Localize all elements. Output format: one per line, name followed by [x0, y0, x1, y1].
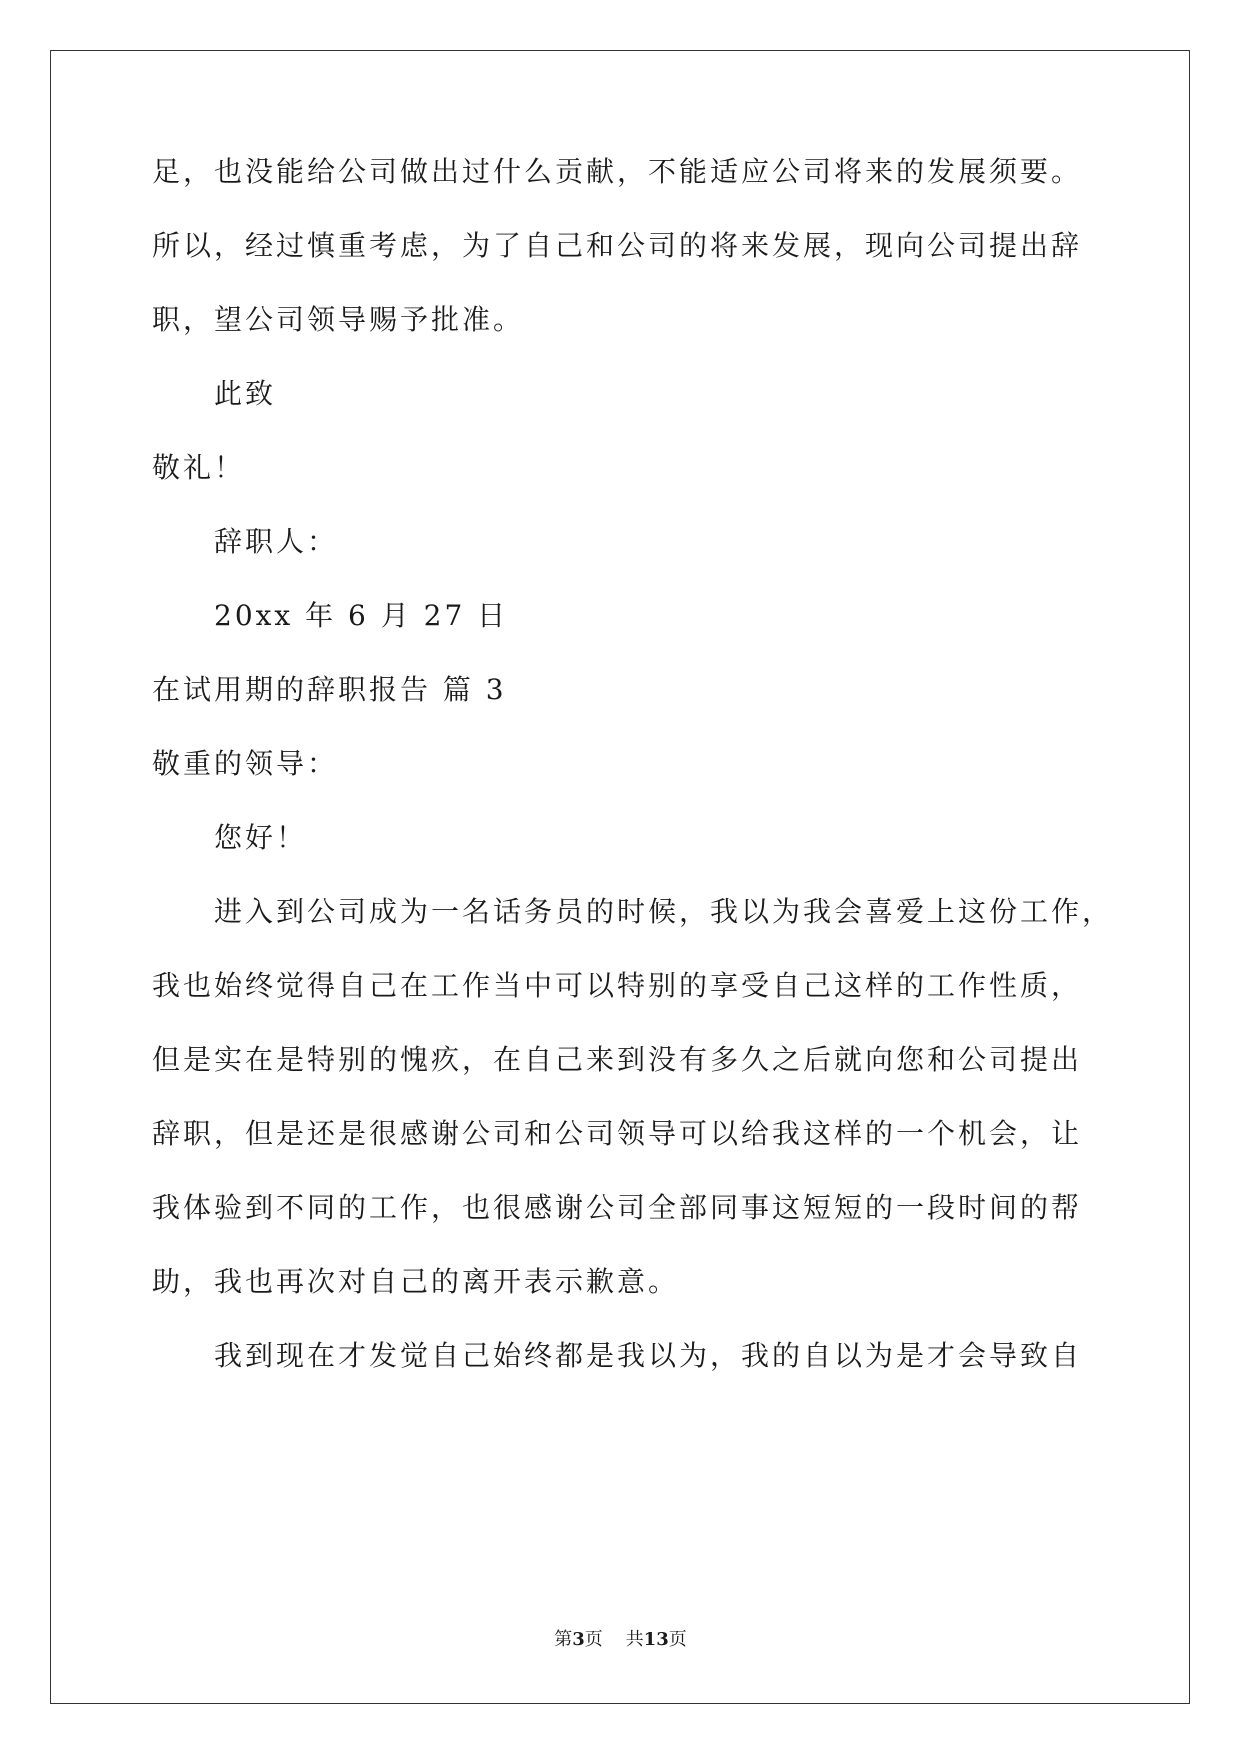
footer-total-pages: 13	[643, 1629, 669, 1650]
body-line-2: 所以，经过慎重考虑，为了自己和公司的将来发展，现向公司提出辞	[152, 229, 1083, 262]
signature-label: 辞职人：	[214, 525, 339, 558]
body-line-13: 但是实在是特别的愧疚，在自己来到没有多久之后就向您和公司提出	[152, 1043, 1083, 1076]
closing-salutation: 此致	[214, 377, 277, 410]
signature-date: 20xx 年 6 月 27 日	[214, 599, 509, 632]
footer-current-page: 3	[572, 1629, 585, 1650]
body-line-3: 职，望公司领导赐予批准。	[152, 303, 525, 336]
body-line-11: 进入到公司成为一名话务员的时候，我以为我会喜爱上这份工作，	[214, 895, 1114, 928]
body-line-12: 我也始终觉得自己在工作当中可以特别的享受自己这样的工作性质，	[152, 969, 1083, 1002]
closing-regards: 敬礼！	[152, 451, 246, 484]
section-heading: 在试用期的辞职报告 篇 3	[152, 673, 507, 706]
greeting: 您好！	[214, 821, 308, 854]
footer-total-prefix: 共	[625, 1629, 644, 1650]
footer-total-unit: 页	[668, 1629, 687, 1650]
greeting-addressee: 敬重的领导：	[152, 747, 339, 780]
page-footer	[0, 1628, 1241, 1652]
body-line-16: 助，我也再次对自己的离开表示歉意。	[152, 1265, 680, 1298]
body-line-17: 我到现在才发觉自己始终都是我以为，我的自以为是才会导致自	[214, 1339, 1083, 1372]
footer-page-unit: 页	[584, 1629, 603, 1650]
page-border	[50, 50, 1190, 1704]
body-line-14: 辞职，但是还是很感谢公司和公司领导可以给我这样的一个机会，让	[152, 1117, 1083, 1150]
footer-prefix: 第	[554, 1629, 573, 1650]
body-line-15: 我体验到不同的工作，也很感谢公司全部同事这短短的一段时间的帮	[152, 1191, 1083, 1224]
body-line-1: 足，也没能给公司做出过什么贡献，不能适应公司将来的发展须要。	[152, 155, 1083, 188]
